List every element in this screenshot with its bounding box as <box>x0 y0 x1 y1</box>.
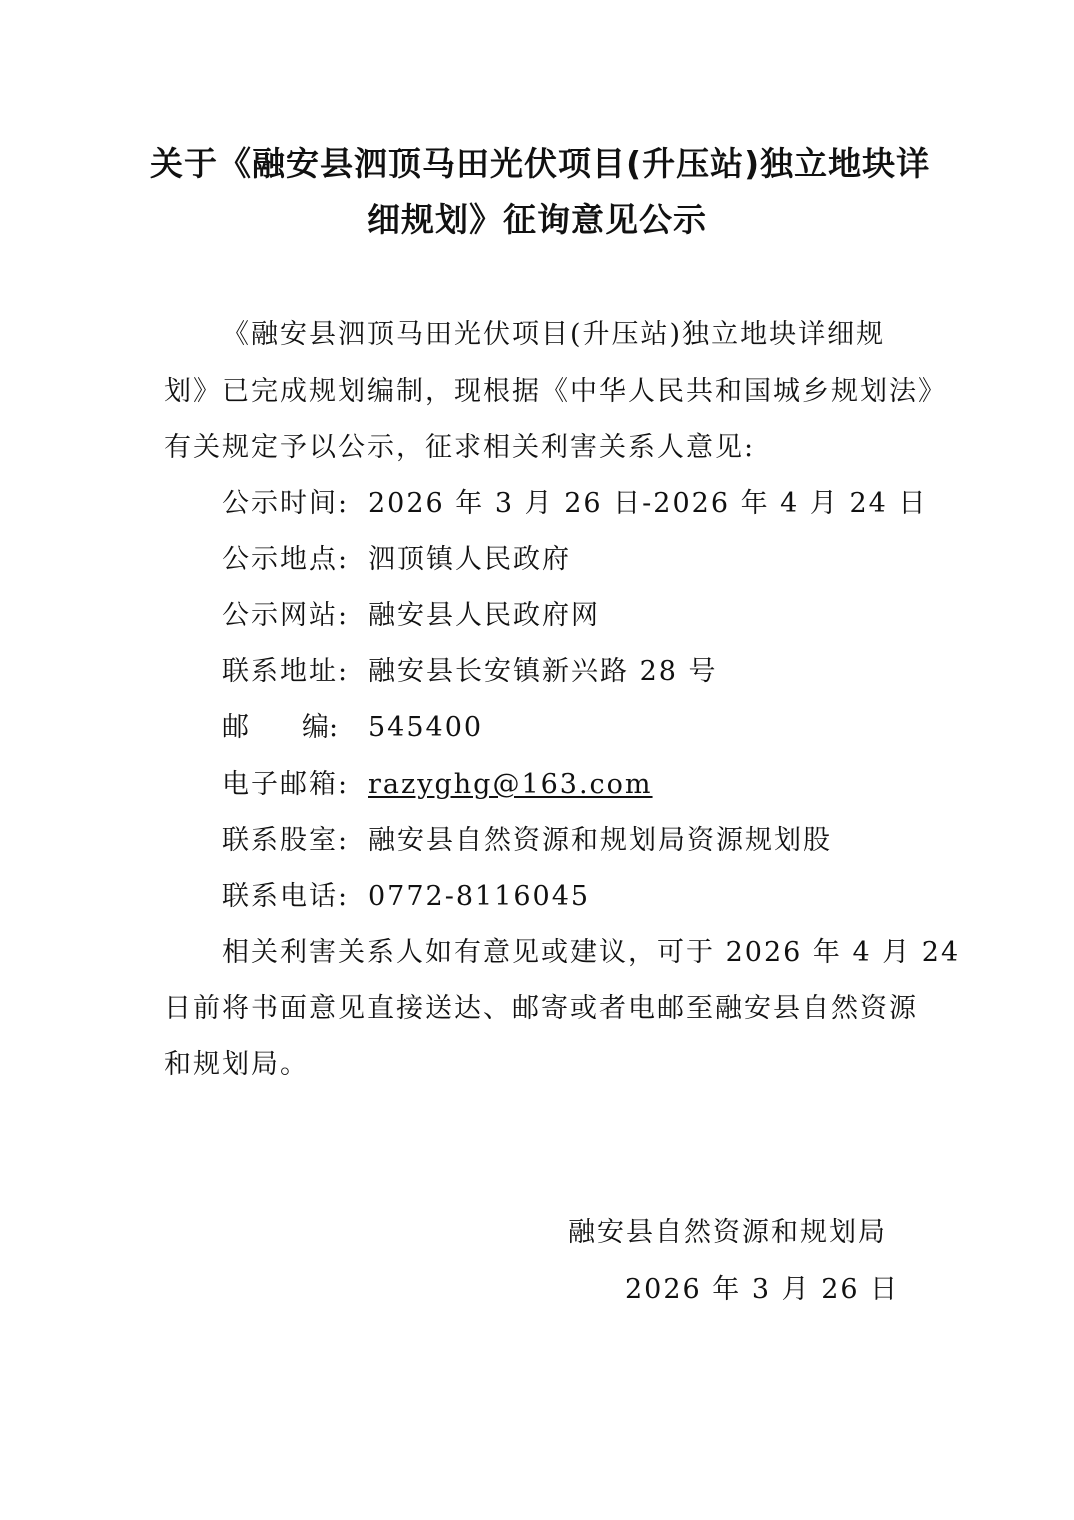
field-address-label: 联系地址: <box>222 656 350 687</box>
field-place-label: 公示地点: <box>222 544 350 575</box>
signature-date: 2026 年 3 月 26 日 <box>625 1274 900 1305</box>
page-title-line-1: 关于《融安县泗顶马田光伏项目(升压站)独立地块详 <box>150 144 931 183</box>
field-address-value: 融安县长安镇新兴路 28 号 <box>368 656 718 687</box>
field-postcode-label-last: 编: <box>302 712 339 743</box>
field-website-value: 融安县人民政府网 <box>368 600 600 631</box>
field-postcode-label-first: 邮 <box>222 712 249 743</box>
email-link[interactable]: razyghg@163.com <box>368 769 653 800</box>
field-email-label: 电子邮箱: <box>222 769 350 800</box>
field-period-label: 公示时间: <box>222 488 350 519</box>
field-email <box>222 762 653 801</box>
intro-line-2: 划》已完成规划编制，现根据《中华人民共和国城乡规划法》 <box>164 376 947 407</box>
field-website <box>222 593 600 632</box>
field-period-value: 2026 年 3 月 26 日-2026 年 4 月 24 日 <box>368 488 928 519</box>
field-phone-value: 0772-8116045 <box>368 881 591 912</box>
field-postcode-label <box>222 705 368 744</box>
field-postcode-value: 545400 <box>368 712 484 743</box>
field-department-label: 联系股室: <box>222 825 350 856</box>
page-title-line-2: 细规划》征询意见公示 <box>367 200 707 239</box>
closing-line-2: 日前将书面意见直接送达、邮寄或者电邮至融安县自然资源 <box>164 993 918 1024</box>
field-department <box>222 818 832 857</box>
field-website-label: 公示网站: <box>222 600 350 631</box>
field-phone <box>222 874 590 913</box>
intro-line-3: 有关规定予以公示，征求相关利害关系人意见: <box>164 432 756 463</box>
closing-line-1: 相关利害关系人如有意见或建议，可于 2026 年 4 月 24 <box>222 937 961 968</box>
field-department-value: 融安县自然资源和规划局资源规划股 <box>368 825 832 856</box>
intro-line-1: 《融安县泗顶马田光伏项目(升压站)独立地块详细规 <box>222 319 886 350</box>
field-period <box>222 481 927 520</box>
field-phone-label: 联系电话: <box>222 881 350 912</box>
field-place <box>222 537 571 576</box>
field-postcode <box>222 705 483 744</box>
field-place-value: 泗顶镇人民政府 <box>368 544 571 575</box>
field-address <box>222 649 718 688</box>
closing-line-3: 和规划局。 <box>164 1049 309 1080</box>
signature-org: 融安县自然资源和规划局 <box>568 1217 887 1248</box>
